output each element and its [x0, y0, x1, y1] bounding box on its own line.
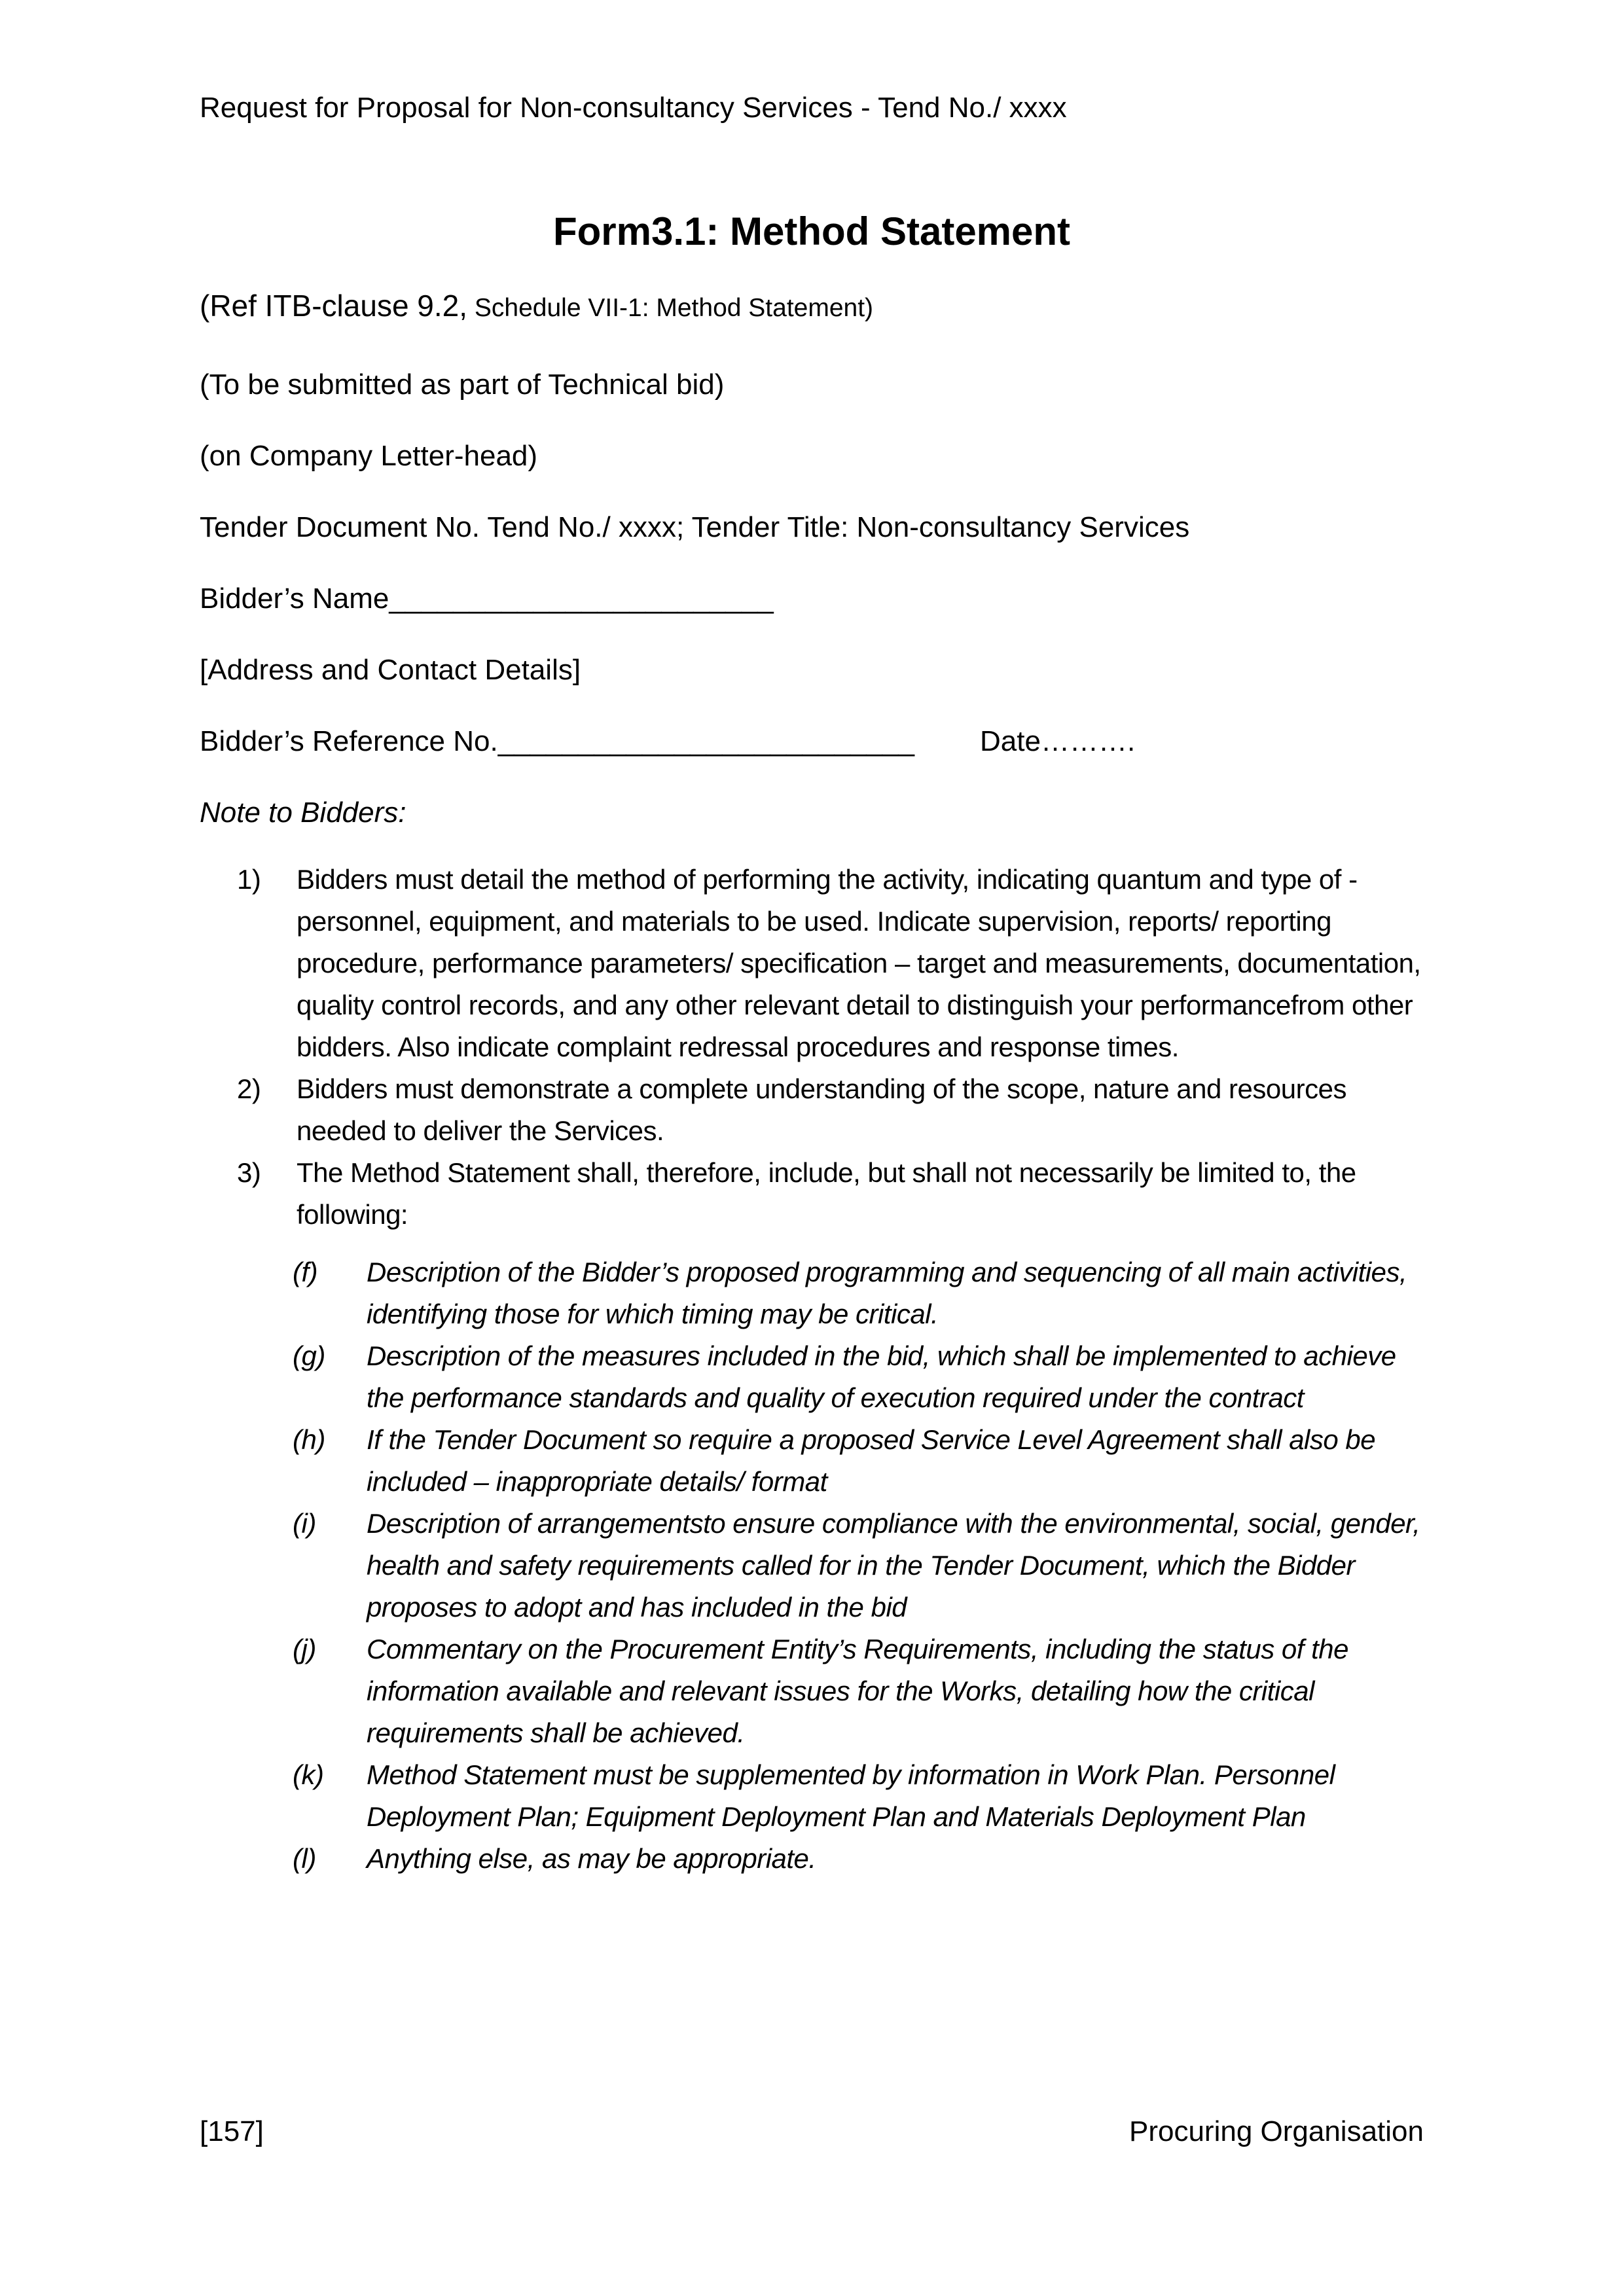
bidder-name-line [200, 583, 1424, 615]
itb-reference-schedule: Schedule VII-1: Method Statement) [467, 294, 874, 322]
list-item-text: Bidders must demonstrate a complete understanding of the scope, nature and resources needed to deliver the Services. [297, 1073, 1346, 1146]
list-item-number: 1) [237, 864, 261, 895]
tender-document-line: Tender Document No. Tend No./ xxxx; Tender Title: Non-consultancy Services [200, 511, 1190, 543]
list-item-letter: (i) [293, 1508, 316, 1539]
list-item-letter: (l) [293, 1843, 316, 1874]
list-item-text: The Method Statement shall, therefore, include, but shall not necessarily be limited to, the following: [297, 1157, 1356, 1230]
date-field: Date………. [980, 725, 1136, 757]
list-item [200, 1152, 1424, 1236]
list-item-text: If the Tender Document so require a proposed Service Level Agreement shall also be included – inappropriate details/ format [367, 1424, 1376, 1497]
list-item [200, 1419, 1424, 1503]
form-title: Form3.1: Method Statement [552, 209, 1071, 253]
notes-numbered-list [200, 859, 1424, 1236]
bidder-reference-line [200, 725, 1424, 758]
list-item-text: Description of arrangementsto ensure compliance with the environmental, social, gender, health and safety requirements called for in the Tender Document, which the Bidder proposes to adopt and has included in the bid [367, 1508, 1420, 1623]
itb-reference-main: (Ref ITB-clause 9.2, [200, 289, 468, 323]
submission-instruction-line: (To be submitted as part of Technical bid) [200, 368, 725, 401]
list-item-letter: (g) [293, 1340, 325, 1371]
list-item [200, 1628, 1424, 1754]
list-item [200, 1335, 1424, 1419]
list-item-text: Description of the Bidder’s proposed programming and sequencing of all main activities, identifying those for which timing may be critical. [367, 1257, 1407, 1329]
page-footer [200, 2115, 1424, 2148]
method-statement-lettered-list [200, 1251, 1424, 1880]
bidder-name-blank-field: ________________________ [389, 583, 774, 615]
bidder-name-label: Bidder’s Name [200, 583, 389, 615]
list-item-letter: (j) [293, 1634, 316, 1664]
list-item [200, 1754, 1424, 1838]
list-item-letter: (k) [293, 1759, 324, 1790]
list-item-text: Description of the measures included in the bid, which shall be implemented to achieve the performance standards and quality of execution required under the contract [367, 1340, 1396, 1413]
itb-reference-line [200, 289, 1424, 330]
list-item-letter: (f) [293, 1257, 318, 1287]
list-item-text: Bidders must detail the method of performing the activity, indicating quantum and type of - personnel, equipment, and materials to be used. Indicate supervision, reports/ reporting procedure, performance parameters/ specification – target and measurements, documentation, quality control records, and any other relevant detail to distinguish your performancefrom other bidders. Also indicate complaint redressal procedures and response times. [297, 864, 1421, 1062]
address-contact-line: [Address and Contact Details] [200, 654, 581, 686]
list-item-text: Anything else, as may be appropriate. [367, 1843, 816, 1874]
bidder-reference-label: Bidder’s Reference No. [200, 725, 498, 757]
letterhead-instruction-line: (on Company Letter-head) [200, 440, 538, 472]
list-item [200, 859, 1424, 1068]
list-item [200, 1068, 1424, 1152]
list-item-text: Commentary on the Procurement Entity’s Requirements, including the status of the information available and relevant issues for the Works, detailing how the critical requirements shall be achieved. [367, 1634, 1348, 1748]
bidder-reference-blank-field: __________________________ [497, 725, 914, 757]
page-header: Request for Proposal for Non-consultancy Services - Tend No./ xxxx [200, 92, 1067, 124]
page-number: [157] [200, 2115, 264, 2147]
list-item-number: 3) [237, 1157, 261, 1188]
footer-organisation-label: Procuring Organisation [1128, 2115, 1424, 2147]
list-item [200, 1251, 1424, 1335]
list-item-number: 2) [237, 1073, 261, 1104]
list-item [200, 1838, 1424, 1880]
note-to-bidders-heading: Note to Bidders: [200, 797, 406, 829]
list-item-text: Method Statement must be supplemented by information in Work Plan. Personnel Deployment Plan; Equipment Deployment Plan and Materials Deployment Plan [367, 1759, 1335, 1832]
list-item-letter: (h) [293, 1424, 325, 1455]
list-item [200, 1503, 1424, 1628]
